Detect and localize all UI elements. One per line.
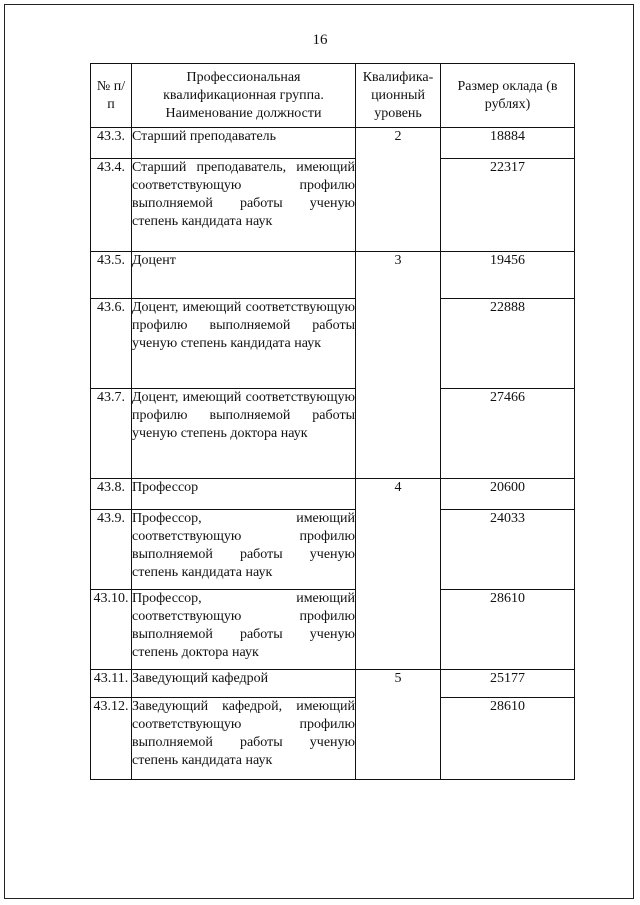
row-position: Заведующий кафедрой, имеющий соответствующую профилю выполняемой работы ученую степень кандидата наук [132, 698, 356, 780]
table-row [91, 670, 575, 698]
table-row [91, 299, 575, 389]
table-row [91, 252, 575, 299]
row-level: 5 [356, 670, 441, 780]
table-header-row [91, 64, 575, 128]
table-row [91, 128, 575, 159]
table-row [91, 479, 575, 510]
row-position: Профессор, имеющий соответствующую профилю выполняемой работы ученую степень кандидата наук [132, 510, 356, 590]
row-salary: 20600 [441, 479, 575, 510]
row-num: 43.7. [91, 389, 132, 479]
row-num: 43.5. [91, 252, 132, 299]
row-salary: 24033 [441, 510, 575, 590]
header-level: Квалифика-ционный уровень [356, 64, 441, 128]
salary-table [90, 63, 575, 780]
header-num: № п/п [91, 64, 132, 128]
row-num: 43.11. [91, 670, 132, 698]
row-num: 43.4. [91, 159, 132, 252]
row-level: 3 [356, 252, 441, 479]
page-number: 16 [312, 32, 328, 48]
row-salary: 27466 [441, 389, 575, 479]
row-num: 43.12. [91, 698, 132, 780]
row-num: 43.10. [91, 590, 132, 670]
row-position: Заведующий кафедрой [132, 670, 356, 698]
row-level: 2 [356, 128, 441, 252]
table-row [91, 698, 575, 780]
row-position: Доцент [132, 252, 356, 299]
row-position: Профессор [132, 479, 356, 510]
header-salary: Размер оклада (в рублях) [441, 64, 575, 128]
row-salary: 19456 [441, 252, 575, 299]
row-position: Профессор, имеющий соответствующую профилю выполняемой работы ученую степень доктора наук [132, 590, 356, 670]
row-salary: 18884 [441, 128, 575, 159]
row-position: Старший преподаватель [132, 128, 356, 159]
row-position: Доцент, имеющий соответствующую профилю выполняемой работы ученую степень кандидата наук [132, 299, 356, 389]
row-level: 4 [356, 479, 441, 670]
table-row [91, 590, 575, 670]
row-position: Доцент, имеющий соответствующую профилю выполняемой работы ученую степень доктора наук [132, 389, 356, 479]
row-salary: 28610 [441, 698, 575, 780]
row-salary: 22317 [441, 159, 575, 252]
row-num: 43.8. [91, 479, 132, 510]
row-num: 43.6. [91, 299, 132, 389]
row-salary: 25177 [441, 670, 575, 698]
table-row [91, 159, 575, 252]
row-salary: 22888 [441, 299, 575, 389]
table-row [91, 510, 575, 590]
row-salary: 28610 [441, 590, 575, 670]
header-name: Профессиональная квалификационная группа. Наименование должности [132, 64, 356, 128]
table-row [91, 389, 575, 479]
row-num: 43.9. [91, 510, 132, 590]
row-position: Старший преподаватель, имеющий соответствующую профилю выполняемой работы ученую степень кандидата наук [132, 159, 356, 252]
row-num: 43.3. [91, 128, 132, 159]
